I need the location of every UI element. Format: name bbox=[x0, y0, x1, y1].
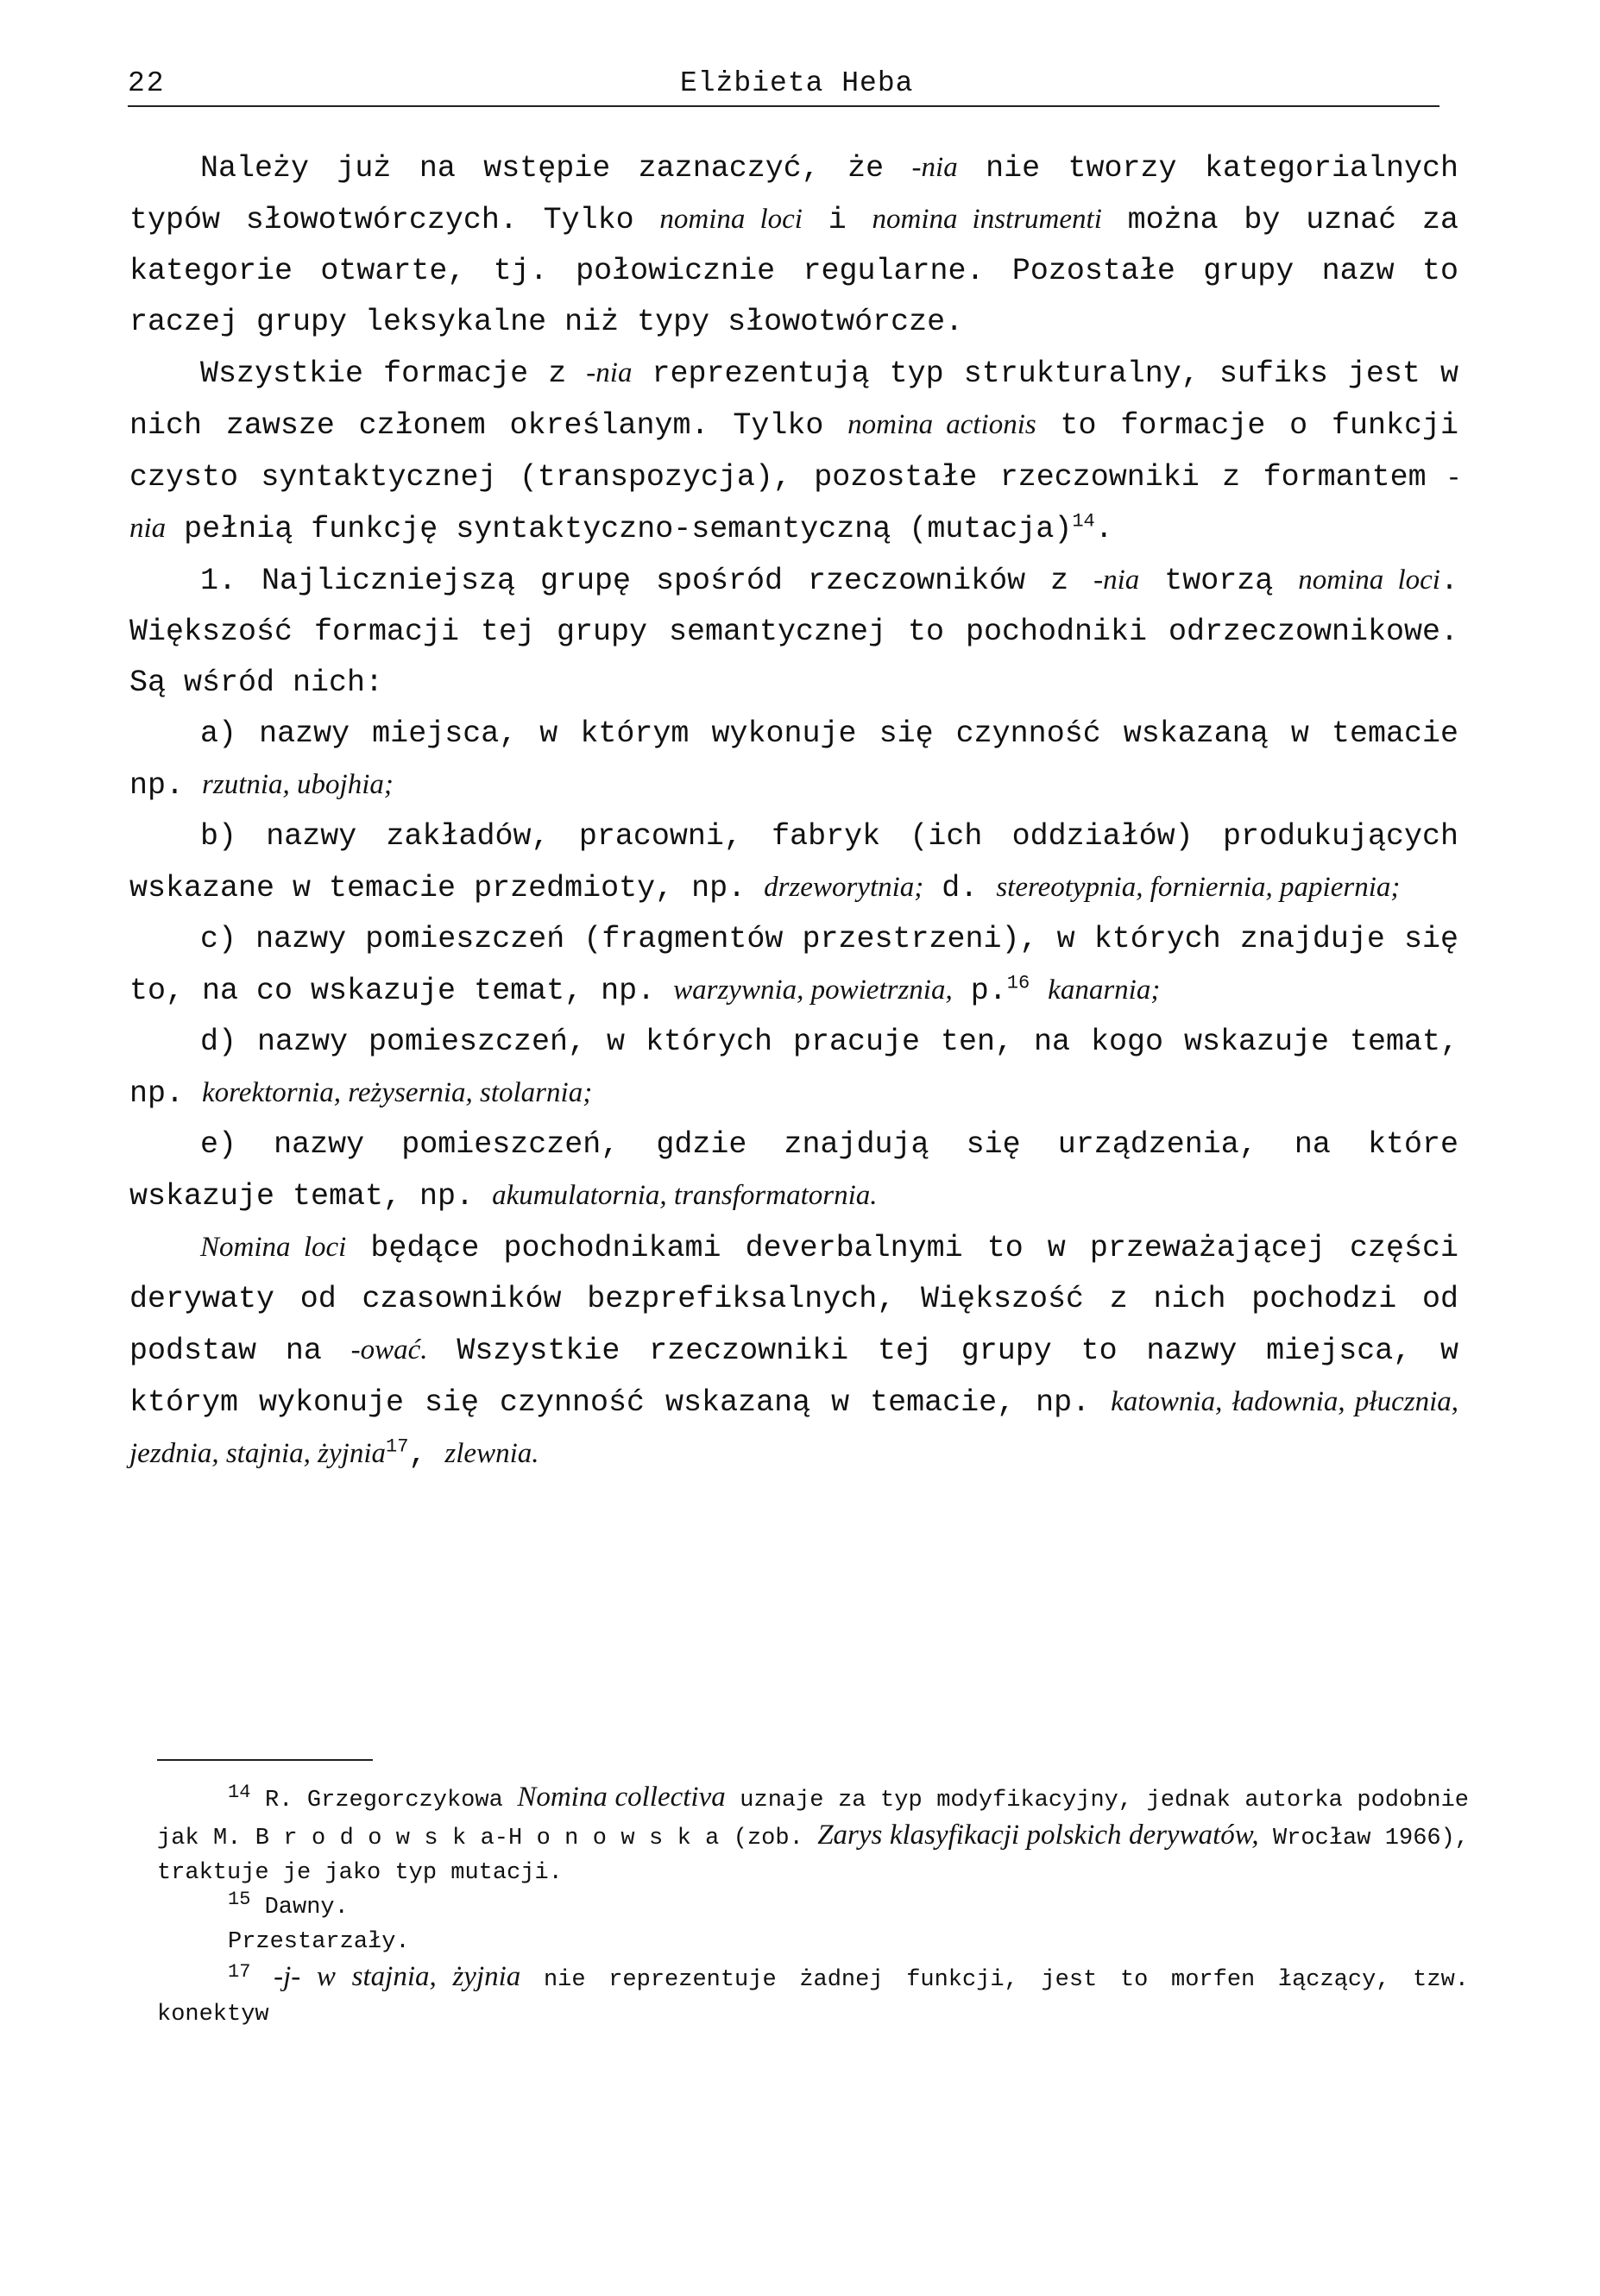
text-run: tworzą bbox=[1139, 564, 1299, 598]
footnote bbox=[157, 1925, 1469, 1959]
italic-term: zlewnia. bbox=[444, 1438, 539, 1469]
text-run: c) nazwy pomieszczeń (fragmentów przestrzeni), w których znajduje się to, na co wskazuje temat, np. bbox=[129, 922, 1458, 1008]
list-item-b bbox=[129, 811, 1458, 914]
text-run: . Większość formacji tej grupy semantycznej to pochodniki odrzeczownikowe. Są wśród nich: bbox=[129, 564, 1458, 700]
text-run: p. bbox=[952, 974, 1007, 1008]
italic-term: -nia bbox=[1093, 565, 1140, 596]
text-run: można by uznać za kategorie otwarte, tj. połowicznie regularne. Pozostałe grupy nazw to raczej grupy leksykalne niż typy słowotwórcze. bbox=[129, 203, 1459, 339]
text-run: 1. Najliczniejszą grupę spośród rzeczowników z bbox=[200, 564, 1094, 598]
text-run: . bbox=[1094, 512, 1113, 546]
paragraph bbox=[129, 348, 1458, 555]
italic-term: stereotypnia, forniernia, papiernia; bbox=[996, 872, 1401, 903]
italic-term: -nia bbox=[129, 461, 1458, 544]
italic-term: akumulatornia, transformatornia. bbox=[492, 1180, 878, 1211]
text-run: Dawny. bbox=[250, 1895, 349, 1921]
italic-term: nomina actionis bbox=[847, 409, 1036, 440]
text-run: Wrocław 1966), traktuje je jako typ mutacji. bbox=[157, 1826, 1470, 1886]
text-run: e) nazwy pomieszczeń, gdzie znajdują się urządzenia, na które wskazuje temat, np. bbox=[129, 1127, 1458, 1214]
footnote-rule bbox=[157, 1759, 373, 1761]
page-header bbox=[128, 67, 1439, 105]
text-run: Należy już na wstępie zaznaczyć, że bbox=[200, 151, 912, 186]
text-run: d) nazwy pomieszczeń, w których pracuje ten, na kogo wskazuje temat, np. bbox=[129, 1025, 1458, 1111]
italic-term: Nomina collectiva bbox=[517, 1782, 726, 1813]
text-run: uznaje za typ modyfikacyjny, jednak autorka podobnie jak M. B r o d o w s k a-H o n o w s k a (zob. bbox=[157, 1788, 1469, 1851]
text-run: Przestarzały. bbox=[228, 1929, 410, 1955]
italic-term: -ować. bbox=[350, 1334, 428, 1366]
page-number: 22 bbox=[128, 67, 166, 99]
footnotes bbox=[157, 1780, 1469, 2032]
paragraph bbox=[129, 142, 1458, 348]
italic-term: katownia, ładownia, płucznia, jezdnia, stajnia, żyjnia bbox=[129, 1386, 1458, 1469]
text-run: R. Grzegorczykowa bbox=[250, 1788, 518, 1813]
text-run: i bbox=[802, 203, 872, 237]
footnote-ref: 17 bbox=[386, 1435, 409, 1458]
text-run: reprezentują typ strukturalny, sufiks jest w nich zawsze członem określanym. Tylko bbox=[129, 356, 1459, 443]
text-run: Wszystkie formacje z bbox=[200, 356, 587, 391]
footnote bbox=[157, 1890, 1469, 1925]
italic-term: -nia bbox=[586, 357, 633, 388]
italic-term: kanarnia; bbox=[1048, 975, 1161, 1006]
footnote-ref: 14 bbox=[1072, 510, 1095, 533]
italic-term: nomina loci bbox=[659, 204, 803, 235]
list-item-a bbox=[129, 709, 1458, 811]
list-item-e bbox=[129, 1120, 1458, 1222]
main-text bbox=[129, 142, 1458, 1480]
footnote-ref: 17 bbox=[228, 1961, 251, 1983]
text-run bbox=[250, 1967, 274, 1993]
footnote bbox=[157, 1959, 1469, 2032]
text-run: d. bbox=[923, 871, 997, 905]
running-head: Elżbieta Heba bbox=[680, 67, 914, 99]
paragraph bbox=[129, 1222, 1458, 1480]
footnote-ref: 16 bbox=[1006, 972, 1030, 994]
text-run bbox=[1030, 974, 1048, 1008]
text-run: b) nazwy zakładów, pracowni, fabryk (ich oddziałów) produkujących wskazane w temacie przedmioty, np. bbox=[129, 819, 1458, 905]
text-run: a) nazwy miejsca, w którym wykonuje się czynność wskazaną w temacie np. bbox=[129, 716, 1458, 803]
list-item-c bbox=[129, 914, 1458, 1017]
text-run: będące pochodnikami deverbalnymi to w przeważającej części derywaty od czasowników bezprefiksalnych, Większość z nich pochodzi od podstaw na bbox=[129, 1231, 1459, 1368]
italic-term: -nia bbox=[911, 152, 958, 183]
text-run: nie reprezentuje żadnej funkcji, jest to morfen łączący, tzw. konektyw bbox=[157, 1967, 1469, 2028]
italic-term: drzeworytnia; bbox=[764, 872, 924, 903]
header-rule bbox=[128, 105, 1439, 107]
italic-term: korektornia, reżysernia, stolarnia; bbox=[202, 1077, 593, 1108]
italic-term: Nomina loci bbox=[200, 1232, 347, 1263]
italic-term: warzywnia, powietrznia, bbox=[673, 975, 953, 1006]
list-item-d bbox=[129, 1017, 1458, 1120]
footnote bbox=[157, 1780, 1469, 1890]
text-run: Wszystkie rzeczowniki tej grupy to nazwy miejsca, w którym wykonuje się czynność wskazaną w temacie, np. bbox=[129, 1334, 1458, 1420]
italic-term: rzutnia, ubojhia; bbox=[202, 769, 394, 800]
footnote-ref: 15 bbox=[228, 1889, 251, 1910]
italic-term: Zarys klasyfikacji polskich derywatów, bbox=[817, 1820, 1259, 1851]
italic-term: nomina instrumenti bbox=[872, 204, 1102, 235]
paragraph bbox=[129, 555, 1458, 709]
text-run: to formacje o funkcji czysto syntaktycznej (transpozycja), pozostałe rzeczowniki z formantem bbox=[129, 408, 1459, 495]
italic-term: nomina loci bbox=[1298, 565, 1440, 596]
italic-term: -j- w stajnia, żyjnia bbox=[274, 1961, 521, 1992]
text-run: , bbox=[408, 1437, 445, 1472]
text-run: nie tworzy kategorialnych typów słowotwórczych. Tylko bbox=[129, 151, 1458, 237]
footnote-ref: 14 bbox=[228, 1782, 251, 1803]
text-run: pełnią funkcję syntaktyczno-semantyczną (mutacja) bbox=[166, 512, 1073, 546]
